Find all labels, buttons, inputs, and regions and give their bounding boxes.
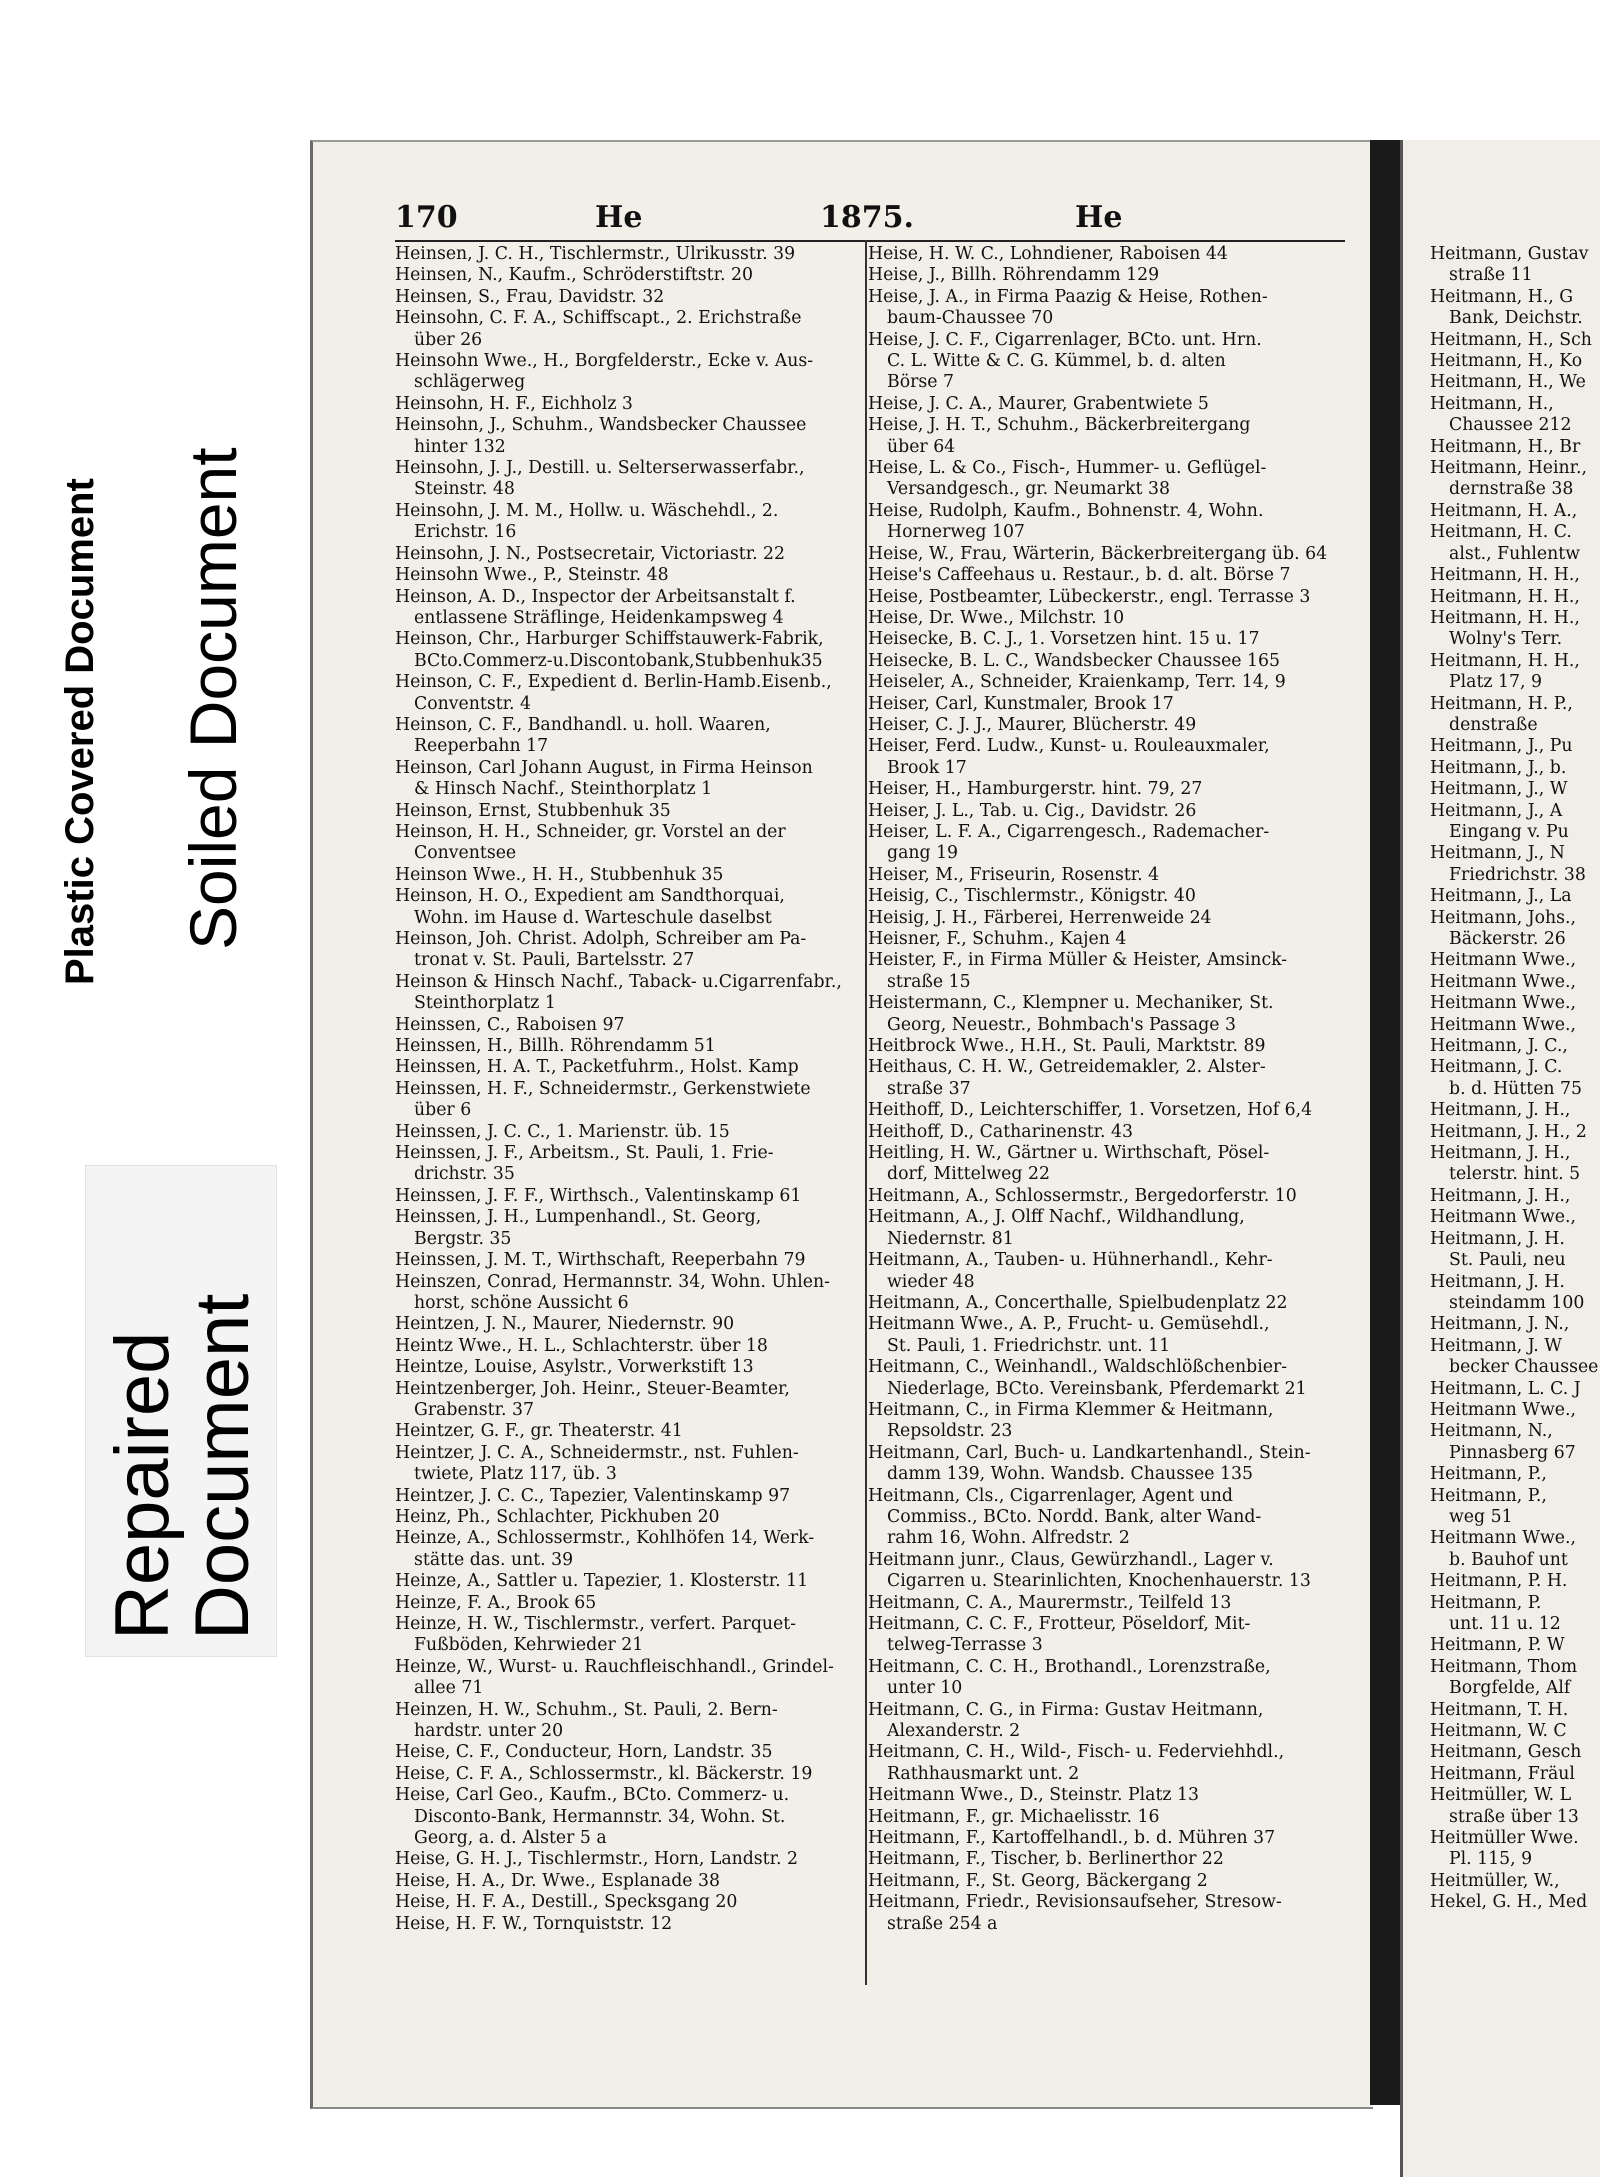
header-year: 1875. xyxy=(820,200,914,235)
directory-entry-line: Brook 17 xyxy=(887,757,967,778)
directory-entry-line: St. Pauli, 1. Friedrichstr. unt. 11 xyxy=(887,1335,1171,1356)
directory-entry-line: Heitmann, H. P., xyxy=(1430,693,1573,714)
directory-entry-line: Heintzer, J. C. A., Schneidermstr., nst. Fuhlen- xyxy=(395,1442,799,1463)
directory-entry-line: Heinsen, J. C. H., Tischlermstr., Ulrikusstr. 39 xyxy=(395,244,796,264)
directory-entry-line: Heise, H. F. A., Destill., Specksgang 20 xyxy=(395,1892,738,1913)
directory-entry-line: Fußböden, Kehrwieder 21 xyxy=(414,1635,644,1656)
directory-entry-line: stätte das. unt. 39 xyxy=(414,1549,574,1570)
directory-column-middle xyxy=(868,244,1338,1935)
directory-entry-line: Heitmann, C. H., Wild-, Fisch- u. Federviehhdl., xyxy=(868,1742,1285,1763)
directory-entry-line: rahm 16, Wohn. Alfredstr. 2 xyxy=(887,1528,1130,1549)
directory-entry-line: Repsoldstr. 23 xyxy=(887,1421,1013,1442)
directory-column-left xyxy=(395,244,857,1935)
directory-entry-line: Versandgesch., gr. Neumarkt 38 xyxy=(887,479,1170,500)
directory-entry-line: Heise, J., Billh. Röhrendamm 129 xyxy=(868,265,1160,286)
directory-entry-line: Heitmann, C., Weinhandl., Waldschlößchenbier- xyxy=(868,1357,1288,1378)
directory-entry-line: Heisecke, B. L. C., Wandsbecker Chaussee 165 xyxy=(868,650,1281,671)
directory-entry-line: Heitling, H. W., Gärtner u. Wirthschaft, Pösel- xyxy=(868,1143,1270,1164)
directory-entry-line: Heitmann junr., Claus, Gewürzhandl., Lager v. xyxy=(868,1549,1274,1570)
directory-entry-line: Heitmann, P., xyxy=(1430,1485,1547,1506)
directory-entry-line: Heinsohn, C. F. A., Schiffscapt., 2. Erichstraße xyxy=(395,308,802,329)
directory-entry-line: Steinthorplatz 1 xyxy=(414,993,556,1014)
directory-entry-line: baum-Chaussee 70 xyxy=(887,308,1054,329)
directory-entry-line: Heitmann, H., We xyxy=(1430,372,1586,393)
directory-entry-line: Heintze, Louise, Asylstr., Vorwerkstift 13 xyxy=(395,1357,754,1378)
directory-entry-line: Börse 7 xyxy=(887,372,954,393)
directory-entry-line: Heitmüller, W., xyxy=(1430,1870,1560,1891)
directory-entry-line: unter 10 xyxy=(887,1678,963,1699)
directory-entry-line: Heitmann Wwe., xyxy=(1430,1528,1576,1549)
directory-entry-line: Heise, Postbeamter, Lübeckerstr., engl. Terrasse 3 xyxy=(868,586,1311,607)
directory-entry-line: Heitmann, J. H. xyxy=(1430,1228,1565,1249)
directory-entry-line: wieder 48 xyxy=(887,1271,975,1292)
directory-entry-line: Heinson, Carl Johann August, in Firma Heinson xyxy=(395,757,813,778)
directory-entry-line: Heinson, H. O., Expedient am Sandthorquai, xyxy=(395,886,785,907)
directory-entry-line: Heinssen, J. F. F., Wirthsch., Valentinskamp 61 xyxy=(395,1185,802,1206)
directory-entry-line: dernstraße 38 xyxy=(1449,479,1574,500)
directory-entry-line: Heinze, H. W., Tischlermstr., verfert. Parquet- xyxy=(395,1614,797,1634)
directory-entry-line: Heitmann, J., Pu xyxy=(1430,736,1573,757)
directory-entry-line: Heitmann, H. H., xyxy=(1430,607,1580,628)
directory-entry-line: Heitmann, Thom xyxy=(1430,1656,1578,1677)
directory-entry-line: Heitmann, H. A., xyxy=(1430,500,1578,521)
directory-entry-line: Heise, H. F. W., Tornquiststr. 12 xyxy=(395,1913,673,1934)
directory-entry-line: Heitmann, J. C. xyxy=(1430,1057,1563,1078)
directory-entry-line: Heitmann, Friedr., Revisionsaufseher, Stresow- xyxy=(868,1892,1282,1913)
header-tag-right: He xyxy=(1075,200,1123,235)
directory-entry-line: Heitmann, C. C. H., Brothandl., Lorenzstraße, xyxy=(868,1656,1271,1677)
directory-entry-line: Heinssen, H. A. T., Packetfuhrm., Holst. Kamp xyxy=(395,1057,799,1078)
directory-entry-line: Heinson, C. F., Expedient d. Berlin-Hamb.Eisenb., xyxy=(395,672,832,693)
directory-entry-line: Heitmann, H. H., xyxy=(1430,650,1580,671)
directory-entry-line: Heiser, Ferd. Ludw., Kunst- u. Rouleauxmaler, xyxy=(868,736,1270,757)
directory-entry-line: becker Chaussee xyxy=(1449,1357,1599,1378)
directory-entry-line: Heitmann, N., xyxy=(1430,1421,1553,1442)
directory-entry-line: Heitmann, H. C. xyxy=(1430,522,1572,543)
directory-column-next-page xyxy=(1430,244,1600,1914)
directory-entry-line: Heister, F., in Firma Müller & Heister, Amsinck- xyxy=(868,950,1288,971)
directory-entry-line: Heitmann, A., Concerthalle, Spielbudenplatz 22 xyxy=(868,1292,1288,1313)
directory-entry-line: Heitmann, J. H., xyxy=(1430,1100,1571,1121)
directory-entry-line: Heitmann, C. C. F., Frotteur, Pöseldorf, Mit- xyxy=(868,1614,1251,1634)
directory-entry-line: Conventsee xyxy=(414,843,517,864)
directory-entry-line: hardstr. unter 20 xyxy=(414,1721,564,1742)
directory-entry-line: schlägerweg xyxy=(414,372,526,393)
directory-entry-line: Heitmann, Gustav xyxy=(1430,244,1589,264)
directory-entry-line: Platz 17, 9 xyxy=(1449,672,1542,693)
directory-entry-line: Heinzen, H. W., Schuhm., St. Pauli, 2. Bern- xyxy=(395,1699,778,1720)
directory-entry-line: Eingang v. Pu xyxy=(1449,821,1569,842)
directory-entry-line: Steinstr. 48 xyxy=(414,479,515,500)
directory-entry-line: Georg, Neuestr., Bohmbach's Passage 3 xyxy=(887,1014,1236,1035)
directory-entry-line: Heintzen, J. N., Maurer, Niedernstr. 90 xyxy=(395,1314,735,1335)
soiled-document-stamp: Soiled Document xyxy=(176,447,250,950)
directory-entry-line: Wolny's Terr. xyxy=(1449,629,1563,650)
directory-entry-line: Wohn. im Hause d. Warteschule daselbst xyxy=(414,907,772,928)
directory-entry-line: telweg-Terrasse 3 xyxy=(887,1635,1043,1656)
directory-entry-line: Heinssen, H. F., Schneidermstr., Gerkenstwiete xyxy=(395,1078,811,1099)
directory-entry-line: drichstr. 35 xyxy=(414,1164,515,1185)
directory-entry-line: Heitmann, C., in Firma Klemmer & Heitmann, xyxy=(868,1399,1274,1420)
directory-entry-line: Heitmann, P., xyxy=(1430,1464,1547,1485)
directory-entry-line: straße 37 xyxy=(887,1078,971,1099)
directory-entry-line: Rathhausmarkt unt. 2 xyxy=(887,1763,1080,1784)
directory-entry-line: gang 19 xyxy=(887,843,959,864)
directory-entry-line: Heitmann, F., Tischer, b. Berlinerthor 22 xyxy=(868,1849,1224,1870)
directory-entry-line: Heise, J. C. F., Cigarrenlager, BCto. unt. Hrn. xyxy=(868,329,1262,350)
directory-entry-line: Niedernstr. 81 xyxy=(887,1228,1014,1249)
directory-entry-line: Heinze, F. A., Brook 65 xyxy=(395,1592,597,1613)
directory-entry-line: Heithoff, D., Catharinenstr. 43 xyxy=(868,1121,1133,1142)
directory-entry-line: Heise, Dr. Wwe., Milchstr. 10 xyxy=(868,607,1125,628)
directory-entry-line: entlassene Sträflinge, Heidenkampsweg 4 xyxy=(414,607,784,628)
directory-entry-line: Heitmann Wwe., xyxy=(1430,993,1576,1014)
directory-entry-line: Heinsohn, J., Schuhm., Wandsbecker Chaussee xyxy=(395,415,807,436)
directory-entry-line: Hekel, G. H., Med xyxy=(1430,1892,1588,1913)
directory-entry-line: b. Bauhof unt xyxy=(1449,1549,1568,1570)
directory-entry-line: tronat v. St. Pauli, Bartelsstr. 27 xyxy=(414,950,695,971)
directory-entry-line: Heitmann, J. H., xyxy=(1430,1143,1571,1164)
directory-entry-line: Heitmann, H., xyxy=(1430,393,1554,414)
repaired-stamp-line-2: Document xyxy=(180,1293,265,1640)
directory-entry-line: Pl. 115, 9 xyxy=(1449,1849,1533,1870)
directory-entry-line: Heinson, Chr., Harburger Schiffstauwerk-Fabrik, xyxy=(395,629,824,650)
directory-entry-line: Heitmann, T. H. xyxy=(1430,1699,1569,1720)
directory-entry-line: Heithoff, D., Leichterschiffer, 1. Vorsetzen, Hof 6,4 xyxy=(868,1100,1313,1121)
directory-entry-line: Heitmann, A., Schlossermstr., Bergedorferstr. 10 xyxy=(868,1185,1297,1206)
directory-entry-line: Heinsohn, J. J., Destill. u. Selterserwasserfabr., xyxy=(395,458,805,479)
directory-entry-line: C. L. Witte & C. G. Kümmel, b. d. alten xyxy=(887,351,1226,372)
directory-entry-line: Heinszen, Conrad, Hermannstr. 34, Wohn. Uhlen- xyxy=(395,1271,830,1292)
directory-entry-line: straße 11 xyxy=(1449,265,1533,286)
directory-entry-line: Heinssen, J. H., Lumpenhandl., St. Georg, xyxy=(395,1207,762,1228)
directory-entry-line: Heithaus, C. H. W., Getreidemakler, 2. Alster- xyxy=(868,1057,1266,1078)
directory-entry-line: Heitmann, F., St. Georg, Bäckergang 2 xyxy=(868,1870,1208,1891)
directory-entry-line: & Hinsch Nachf., Steinthorplatz 1 xyxy=(414,779,713,800)
directory-entry-line: Heinson, H. H., Schneider, gr. Vorstel an der xyxy=(395,821,786,842)
directory-entry-line: Heitmann, F., Kartoffelhandl., b. d. Mühren 37 xyxy=(868,1828,1276,1849)
directory-entry-line: Heinsen, N., Kaufm., Schröderstiftstr. 20 xyxy=(395,265,753,286)
directory-entry-line: Heitmann, H. H., xyxy=(1430,565,1580,586)
directory-entry-line: Heiser, H., Hamburgerstr. hint. 79, 27 xyxy=(868,779,1203,800)
directory-entry-line: Heiser, M., Friseurin, Rosenstr. 4 xyxy=(868,864,1160,885)
directory-entry-line: Bank, Deichstr. xyxy=(1449,308,1583,329)
directory-entry-line: Heitbrock Wwe., H.H., St. Pauli, Marktstr. 89 xyxy=(868,1036,1266,1057)
directory-entry-line: Heitmann, J., La xyxy=(1430,886,1572,907)
directory-entry-line: weg 51 xyxy=(1449,1506,1513,1527)
directory-entry-line: Heitmann, L. C. J xyxy=(1430,1378,1581,1399)
directory-entry-line: Heinze, A., Schlossermstr., Kohlhöfen 14, Werk- xyxy=(395,1528,815,1549)
page-number: 170 xyxy=(395,200,458,235)
directory-entry-line: Heintzenberger, Joh. Heinr., Steuer-Beamter, xyxy=(395,1378,790,1399)
directory-entry-line: Heiser, C. J. J., Maurer, Blücherstr. 49 xyxy=(868,714,1197,735)
directory-entry-line: Heinson, Joh. Christ. Adolph, Schreiber am Pa- xyxy=(395,929,807,949)
directory-entry-line: Heise, H. A., Dr. Wwe., Esplanade 38 xyxy=(395,1870,720,1891)
directory-entry-line: hinter 132 xyxy=(414,436,506,457)
directory-entry-line: Heitmann, J., b. xyxy=(1430,757,1567,778)
directory-entry-line: Heinssen, J. F., Arbeitsm., St. Pauli, 1. Frie- xyxy=(395,1143,774,1164)
directory-entry-line: Heisig, J. H., Färberei, Herrenweide 24 xyxy=(868,907,1212,928)
directory-entry-line: alst., Fuhlentw xyxy=(1449,543,1581,564)
directory-entry-line: Heitmann, J., A xyxy=(1430,800,1563,821)
directory-entry-line: damm 139, Wohn. Wandsb. Chaussee 135 xyxy=(887,1464,1253,1485)
directory-entry-line: über 6 xyxy=(414,1100,472,1121)
column-divider xyxy=(865,240,867,1985)
directory-entry-line: Heitmann, J. H. xyxy=(1430,1271,1565,1292)
directory-entry-line: Conventstr. 4 xyxy=(414,693,531,714)
directory-entry-line: Friedrichstr. 38 xyxy=(1449,864,1586,885)
directory-entry-line: Heinson & Hinsch Nachf., Taback- u.Cigarrenfabr., xyxy=(395,971,842,992)
directory-entry-line: Heitmann, A., Tauben- u. Hühnerhandl., Kehr- xyxy=(868,1250,1273,1271)
directory-entry-line: BCto.Commerz-u.Discontobank,Stubbenhuk35 xyxy=(414,650,823,671)
directory-entry-line: Heinsohn, J. M. M., Hollw. u. Wäschehdl., 2. xyxy=(395,500,779,521)
directory-entry-line: Heitmann, W. C xyxy=(1430,1721,1567,1742)
directory-entry-line: dorf, Mittelweg 22 xyxy=(887,1164,1050,1185)
directory-entry-line: Heitmann, F., gr. Michaelisstr. 16 xyxy=(868,1806,1160,1827)
directory-entry-line: Heiser, L. F. A., Cigarrengesch., Rademacher- xyxy=(868,821,1270,842)
directory-entry-line: horst, schöne Aussicht 6 xyxy=(414,1292,629,1313)
directory-entry-line: Bäckerstr. 26 xyxy=(1449,929,1566,949)
directory-entry-line: Heitmann, Johs., xyxy=(1430,907,1577,928)
directory-entry-line: Bergstr. 35 xyxy=(414,1228,512,1249)
directory-entry-line: Heisner, F., Schuhm., Kajen 4 xyxy=(868,929,1127,949)
directory-entry-line: Heitmann, J. H., 2 xyxy=(1430,1121,1587,1142)
directory-entry-line: Heitmann, P. H. xyxy=(1430,1571,1568,1592)
directory-entry-line: Heisig, C., Tischlermstr., Königstr. 40 xyxy=(868,886,1196,907)
directory-entry-line: Heiser, Carl, Kunstmaler, Brook 17 xyxy=(868,693,1174,714)
directory-entry-line: Heitmann, J. W xyxy=(1430,1335,1563,1356)
directory-entry-line: straße über 13 xyxy=(1449,1806,1579,1827)
directory-entry-line: Heise, W., Frau, Wärterin, Bäckerbreitergang üb. 64 xyxy=(868,543,1328,564)
directory-entry-line: steindamm 100 xyxy=(1449,1292,1585,1313)
directory-entry-line: Heisecke, B. C. J., 1. Vorsetzen hint. 15 u. 17 xyxy=(868,629,1260,650)
directory-entry-line: über 26 xyxy=(414,329,483,350)
directory-entry-line: Heitmüller, W. L xyxy=(1430,1785,1572,1806)
directory-entry-line: Heise, Rudolph, Kaufm., Bohnenstr. 4, Wohn. xyxy=(868,500,1264,521)
directory-entry-line: Heinsohn Wwe., H., Borgfelderstr., Ecke v. Aus- xyxy=(395,351,814,372)
directory-entry-line: Heitmann, P. xyxy=(1430,1592,1542,1613)
directory-entry-line: Heinssen, J. C. C., 1. Marienstr. üb. 15 xyxy=(395,1121,730,1142)
directory-entry-line: Disconto-Bank, Hermannstr. 34, Wohn. St. xyxy=(414,1806,786,1827)
directory-entry-line: Heise, Carl Geo., Kaufm., BCto. Commerz- u. xyxy=(395,1785,790,1806)
directory-entry-line: Heitmann, Fräul xyxy=(1430,1763,1575,1784)
directory-entry-line: Heitmann Wwe., xyxy=(1430,971,1576,992)
directory-entry-line: Heinson, C. F., Bandhandl. u. holl. Waaren, xyxy=(395,714,771,735)
directory-entry-line: Heitmann, Gesch xyxy=(1430,1742,1582,1763)
directory-entry-line: Heitmann, Carl, Buch- u. Landkartenhandl., Stein- xyxy=(868,1442,1311,1463)
directory-entry-line: Cigarren u. Stearinlichten, Knochenhauerstr. 13 xyxy=(887,1571,1311,1592)
directory-entry-line: Heise, J. H. T., Schuhm., Bäckerbreitergang xyxy=(868,415,1251,436)
header-tag-left: He xyxy=(595,200,643,235)
directory-entry-line: Heise, L. & Co., Fisch-, Hummer- u. Geflügel- xyxy=(868,458,1267,479)
directory-entry-line: Heise's Caffeehaus u. Restaur., b. d. alt. Börse 7 xyxy=(868,565,1291,586)
directory-entry-line: Heinz, Ph., Schlachter, Pickhuben 20 xyxy=(395,1506,720,1527)
directory-entry-line: Heitmann Wwe., A. P., Frucht- u. Gemüsehdl., xyxy=(868,1314,1270,1335)
directory-entry-line: Heitmann, H., Sch xyxy=(1430,329,1592,350)
directory-entry-line: Heitmann, H., Br xyxy=(1430,436,1581,457)
directory-entry-line: Heitmann, H., G xyxy=(1430,286,1574,307)
directory-entry-line: Heitmann Wwe., xyxy=(1430,1399,1576,1420)
directory-entry-line: Commiss., BCto. Nordd. Bank, alter Wand- xyxy=(887,1506,1262,1527)
directory-entry-line: unt. 11 u. 12 xyxy=(1449,1614,1561,1634)
directory-entry-line: Heinsen, S., Frau, Davidstr. 32 xyxy=(395,286,665,307)
directory-entry-line: straße 15 xyxy=(887,971,971,992)
directory-entry-line: Heitmann, J., W xyxy=(1430,779,1568,800)
directory-entry-line: allee 71 xyxy=(414,1678,484,1699)
repaired-stamp-line-1: Repaired xyxy=(100,1331,185,1640)
page-header xyxy=(395,198,1345,238)
directory-entry-line: Heintzer, J. C. C., Tapezier, Valentinskamp 97 xyxy=(395,1485,791,1506)
directory-entry-line: Borgfelde, Alf xyxy=(1449,1678,1571,1699)
directory-entry-line: Heitmann, J. N., xyxy=(1430,1314,1570,1335)
directory-entry-line: Erichstr. 16 xyxy=(414,522,517,543)
directory-entry-line: Heinson Wwe., H. H., Stubbenhuk 35 xyxy=(395,864,724,885)
directory-entry-line: b. d. Hütten 75 xyxy=(1449,1078,1583,1099)
directory-entry-line: Georg, a. d. Alster 5 a xyxy=(414,1828,607,1849)
directory-entry-line: Heitmann, Cls., Cigarrenlager, Agent und xyxy=(868,1485,1233,1506)
directory-entry-line: Heitmann Wwe., xyxy=(1430,1014,1576,1035)
directory-entry-line: Heitmann Wwe., xyxy=(1430,950,1576,971)
directory-entry-line: Heise, J. C. A., Maurer, Grabentwiete 5 xyxy=(868,393,1209,414)
directory-entry-line: Heiser, J. L., Tab. u. Cig., Davidstr. 26 xyxy=(868,800,1197,821)
directory-entry-line: Grabenstr. 37 xyxy=(414,1399,534,1420)
directory-entry-line: telerstr. hint. 5 xyxy=(1449,1164,1581,1185)
directory-entry-line: Heise, C. F. A., Schlossermstr., kl. Bäckerstr. 19 xyxy=(395,1763,813,1784)
directory-entry-line: Heise, H. W. C., Lohndiener, Raboisen 44 xyxy=(868,244,1228,264)
directory-entry-line: Heinze, W., Wurst- u. Rauchfleischhandl., Grindel- xyxy=(395,1656,834,1677)
header-rule xyxy=(395,240,1345,242)
directory-entry-line: Heitmann, C. G., in Firma: Gustav Heitmann, xyxy=(868,1699,1264,1720)
directory-entry-line: Heitmann, J. C., xyxy=(1430,1036,1568,1057)
directory-entry-line: Heintz Wwe., H. L., Schlachterstr. über 18 xyxy=(395,1335,768,1356)
directory-entry-line: Heinssen, H., Billh. Röhrendamm 51 xyxy=(395,1036,716,1057)
directory-entry-line: Heinssen, J. M. T., Wirthschaft, Reeperbahn 79 xyxy=(395,1250,806,1271)
directory-entry-line: Heitmann, J., N xyxy=(1430,843,1565,864)
directory-entry-line: straße 254 a xyxy=(887,1913,998,1934)
directory-entry-line: Heinson, Ernst, Stubbenhuk 35 xyxy=(395,800,671,821)
directory-entry-line: Heinson, A. D., Inspector der Arbeitsanstalt f. xyxy=(395,586,796,607)
directory-entry-line: Niederlage, BCto. Vereinsbank, Pferdemarkt 21 xyxy=(887,1378,1307,1399)
directory-entry-line: Reeperbahn 17 xyxy=(414,736,549,757)
page-gutter xyxy=(1370,140,1400,2105)
directory-entry-line: Heinssen, C., Raboisen 97 xyxy=(395,1014,625,1035)
directory-entry-line: denstraße xyxy=(1449,714,1538,735)
directory-entry-line: Heitmann, H., Ko xyxy=(1430,351,1583,372)
directory-entry-line: Heitmann, J. H., xyxy=(1430,1185,1571,1206)
directory-entry-line: Heitmüller Wwe. xyxy=(1430,1828,1579,1849)
directory-entry-line: Heise, C. F., Conducteur, Horn, Landstr. 35 xyxy=(395,1742,773,1763)
directory-entry-line: über 64 xyxy=(887,436,956,457)
directory-entry-line: Heinsohn Wwe., P., Steinstr. 48 xyxy=(395,565,669,586)
directory-entry-line: Heitmann, Heinr., xyxy=(1430,458,1588,479)
directory-entry-line: Heitmann, A., J. Olff Nachf., Wildhandlung, xyxy=(868,1207,1245,1228)
directory-entry-line: Heinze, A., Sattler u. Tapezier, 1. Klosterstr. 11 xyxy=(395,1571,809,1592)
directory-entry-line: twiete, Platz 117, üb. 3 xyxy=(414,1464,617,1485)
directory-entry-line: Heitmann, P. W xyxy=(1430,1635,1565,1656)
directory-entry-line: Chaussee 212 xyxy=(1449,415,1572,436)
directory-entry-line: Heitmann, C. A., Maurermstr., Teilfeld 13 xyxy=(868,1592,1232,1613)
directory-entry-line: Heintzer, G. F., gr. Theaterstr. 41 xyxy=(395,1421,683,1442)
directory-entry-line: Heise, J. A., in Firma Paazig & Heise, Rothen- xyxy=(868,286,1268,307)
directory-entry-line: Alexanderstr. 2 xyxy=(887,1721,1021,1742)
directory-entry-line: Heitmann Wwe., xyxy=(1430,1207,1576,1228)
directory-entry-line: St. Pauli, neu xyxy=(1449,1250,1566,1271)
plastic-covered-stamp: Plastic Covered Document xyxy=(58,478,102,985)
directory-entry-line: Heiseler, A., Schneider, Kraienkamp, Terr. 14, 9 xyxy=(868,672,1286,693)
directory-entry-line: Heitmann, H. H., xyxy=(1430,586,1580,607)
directory-entry-line: Heitmann Wwe., D., Steinstr. Platz 13 xyxy=(868,1785,1200,1806)
directory-entry-line: Heinsohn, J. N., Postsecretair, Victoriastr. 22 xyxy=(395,543,786,564)
directory-entry-line: Heistermann, C., Klempner u. Mechaniker, St. xyxy=(868,993,1274,1014)
directory-entry-line: Hornerweg 107 xyxy=(887,522,1025,543)
directory-entry-line: Heinsohn, H. F., Eichholz 3 xyxy=(395,393,633,414)
directory-entry-line: Pinnasberg 67 xyxy=(1449,1442,1576,1463)
directory-entry-line: Heise, G. H. J., Tischlermstr., Horn, Landstr. 2 xyxy=(395,1849,798,1870)
